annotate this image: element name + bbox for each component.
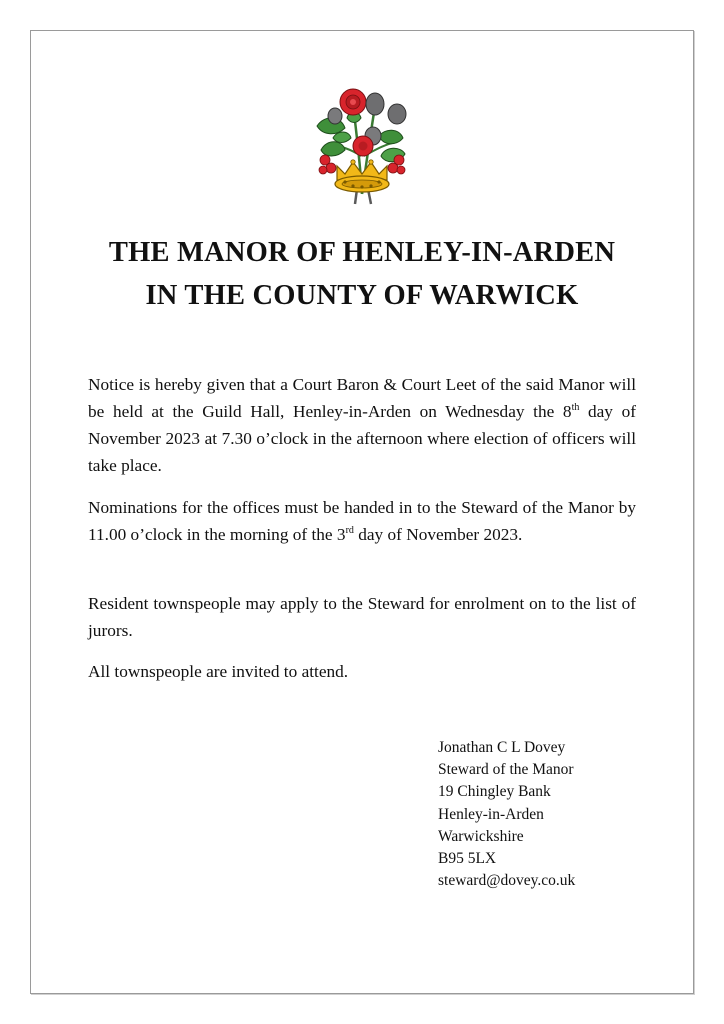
- paragraph-text: day of November 2023 at 7.30 o’clock in the afternoon where election of officers will take place.: [88, 402, 636, 475]
- paragraph-text: Nominations for the offices must be handed in to the Steward of the Manor by 11.00 o’clock in the morning of the 3: [88, 498, 636, 544]
- address-line-street: 19 Chingley Bank: [438, 783, 551, 801]
- title-line-2: IN THE COUNTY OF WARWICK: [145, 280, 579, 311]
- notice-paragraph-invitation: All townspeople are invited to attend.: [88, 662, 349, 681]
- signatory-role: Steward of the Manor: [438, 761, 574, 779]
- ordinal-suffix: rd: [345, 525, 354, 536]
- signature-block: [438, 737, 575, 892]
- address-line-town: Henley-in-Arden: [438, 805, 544, 823]
- contact-email: steward@dovey.co.uk: [438, 872, 576, 890]
- manor-crest-icon: [311, 84, 413, 208]
- ordinal-suffix: th: [571, 402, 580, 413]
- notice-paragraph-meeting: [88, 371, 636, 479]
- address-postcode: B95 5LX: [438, 850, 497, 868]
- notice-paragraph-nominations: [88, 494, 636, 548]
- title-line-1: THE MANOR OF HENLEY-IN-ARDEN: [108, 237, 616, 268]
- paragraph-text: day of November 2023.: [353, 525, 523, 544]
- address-line-county: Warwickshire: [438, 827, 524, 845]
- notice-paragraph-jurors: Resident townspeople may apply to the Steward for enrolment on to the list of jurors.: [88, 594, 636, 640]
- paragraph-text: Notice is hereby given that a Court Baron & Court Leet of the said Manor will be held at the Guild Hall, Henley-in-Arden on Wednesday the 8: [88, 375, 636, 421]
- signatory-name: Jonathan C L Dovey: [438, 739, 566, 756]
